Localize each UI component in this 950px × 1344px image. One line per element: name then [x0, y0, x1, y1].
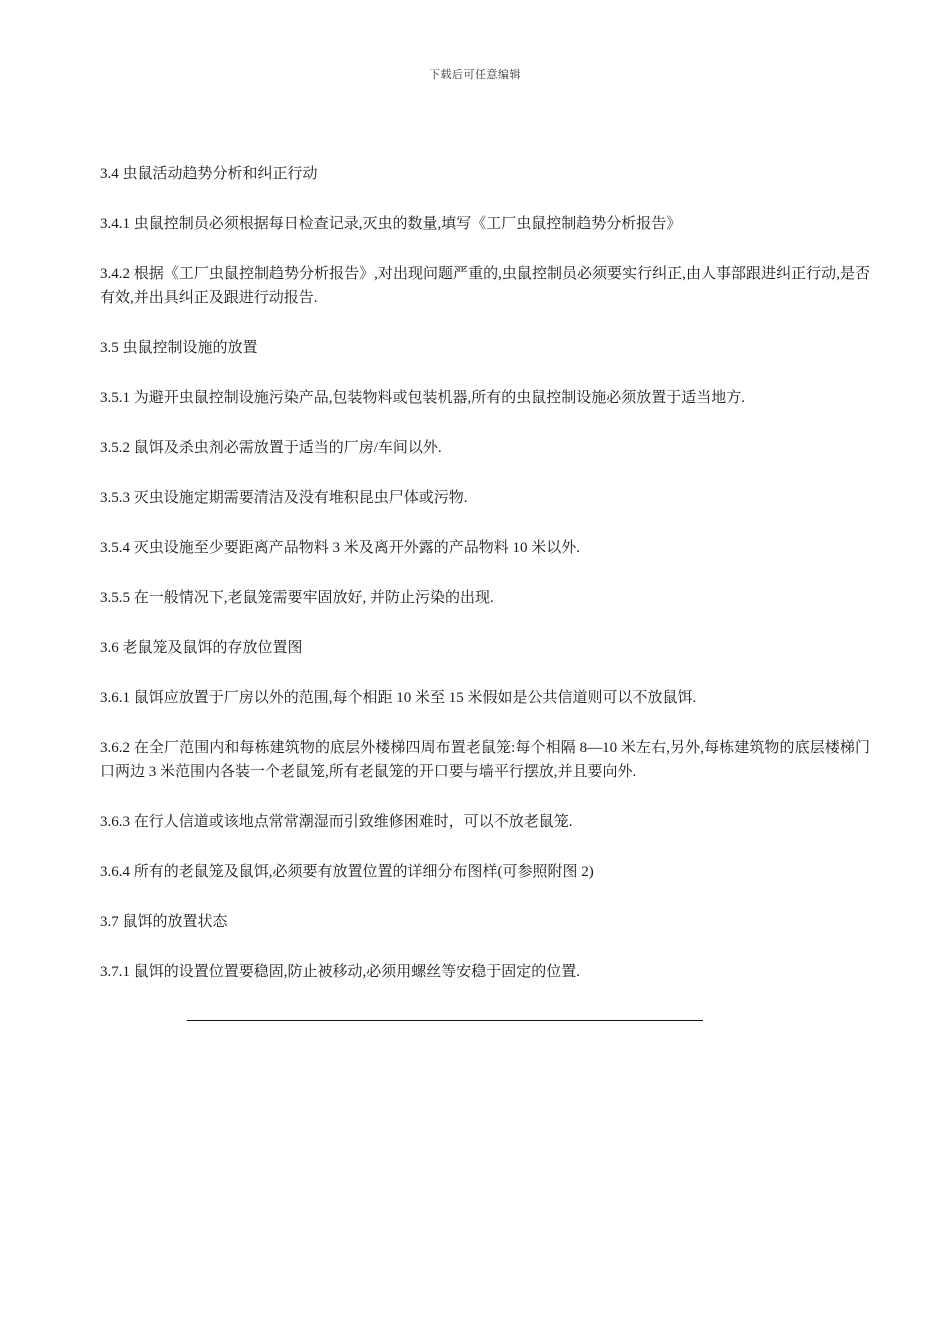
paragraph-3-6-2: 3.6.2 在全厂范围内和每栋建筑物的底层外楼梯四周布置老鼠笼:每个相隔 8—10 米左右,另外,每栋建筑物的底层楼梯门口两边 3 米范围内各装一个老鼠笼,所有老鼠笼的开口要与墙平行摆放,并且要向外. — [100, 740, 870, 780]
paragraph-3-7-1: 3.7.1 鼠饵的设置位置要稳固,防止被移动,必须用螺丝等安稳于固定的位置. — [100, 964, 581, 980]
paragraph-3-4-2: 3.4.2 根据《工厂虫鼠控制趋势分析报告》,对出现问题严重的,虫鼠控制员必须要实行纠正,由人事部跟进纠正行动,是否有效,并出具纠正及跟进行动报告. — [100, 266, 870, 306]
paragraph-3-5-1: 3.5.1 为避开虫鼠控制设施污染产品,包装物料或包装机器,所有的虫鼠控制设施必须放置于适当地方. — [100, 390, 746, 406]
paragraph-3-4-1: 3.4.1 虫鼠控制员必须根据每日检查记录,灭虫的数量,填写《工厂虫鼠控制趋势分析报告》 — [100, 216, 682, 232]
paragraph-3-5-5: 3.5.5 在一般情况下,老鼠笼需要牢固放好, 并防止污染的出现. — [100, 590, 494, 606]
paragraph-3-6-1: 3.6.1 鼠饵应放置于厂房以外的范围,每个相距 10 米至 15 米假如是公共信道则可以不放鼠饵. — [100, 690, 697, 706]
page-header: 下载后可任意编辑 — [429, 69, 521, 81]
paragraph-3-5-3: 3.5.3 灭虫设施定期需要清洁及没有堆积昆虫尸体或污物. — [100, 490, 468, 506]
section-heading-3-7: 3.7 鼠饵的放置状态 — [100, 914, 228, 930]
document-body — [100, 162, 870, 1010]
horizontal-rule — [187, 1020, 703, 1021]
section-heading-3-4: 3.4 虫鼠活动趋势分析和纠正行动 — [100, 166, 318, 182]
paragraph-3-5-2: 3.5.2 鼠饵及杀虫剂必需放置于适当的厂房/车间以外. — [100, 440, 442, 456]
paragraph-3-5-4: 3.5.4 灭虫设施至少要距离产品物料 3 米及离开外露的产品物料 10 米以外. — [100, 540, 581, 556]
section-heading-3-6: 3.6 老鼠笼及鼠饵的存放位置图 — [100, 640, 303, 656]
paragraph-3-6-4: 3.6.4 所有的老鼠笼及鼠饵,必须要有放置位置的详细分布图样(可参照附图 2) — [100, 864, 594, 880]
paragraph-3-6-3: 3.6.3 在行人信道或该地点常常潮湿而引致维修困难时，可以不放老鼠笼. — [100, 814, 573, 830]
section-heading-3-5: 3.5 虫鼠控制设施的放置 — [100, 340, 258, 356]
